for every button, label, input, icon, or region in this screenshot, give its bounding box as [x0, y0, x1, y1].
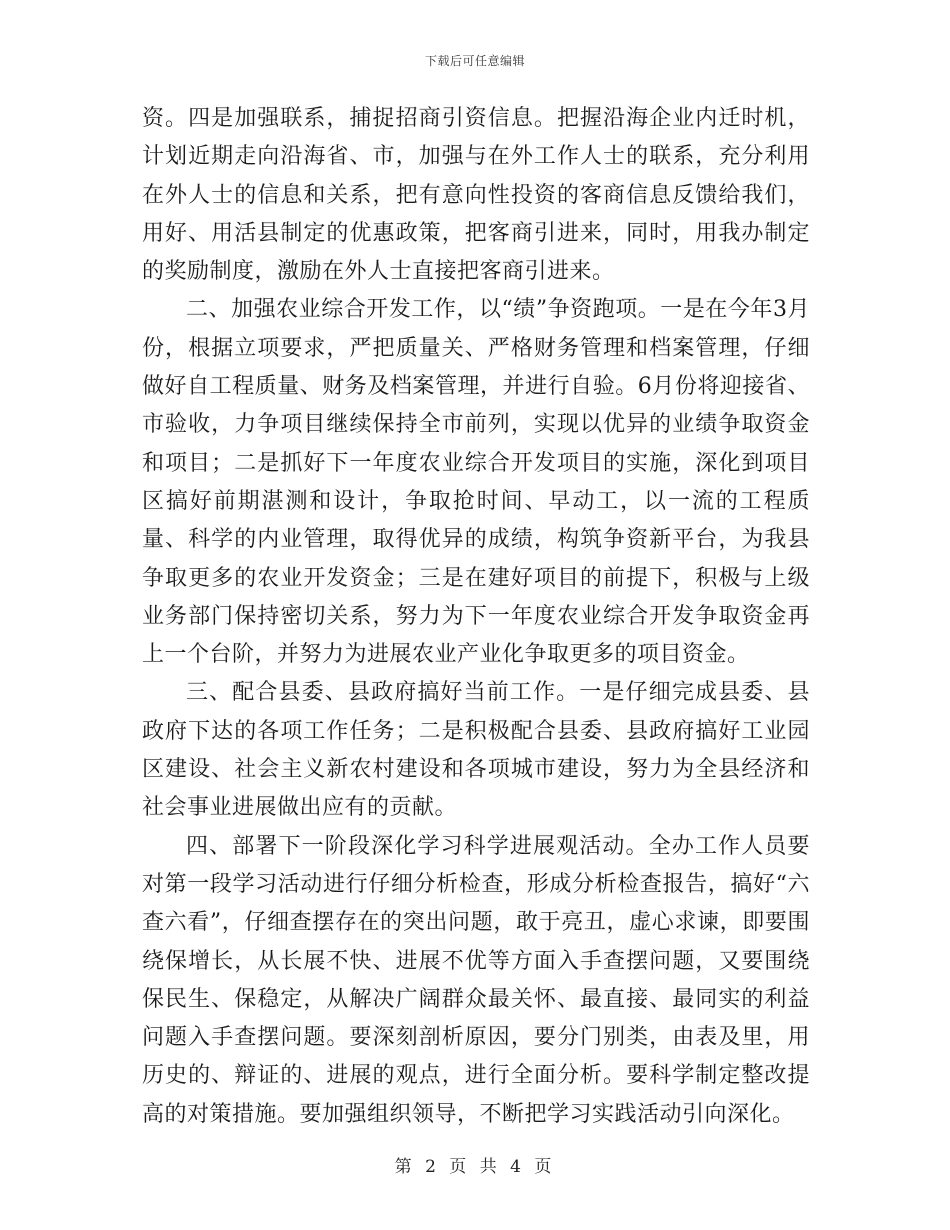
paragraph-2: 二、加强农业综合开发工作，以“绩”争资跑项。一是在今年3月份，根据立项要求，严把质量关、严格财务管理和档案管理，仔细做好自工程质量、财务及档案管理，并进行自验。6月份将迎接省、市验收，力争项目继续保持全市前列，实现以优异的业绩争取资金和项目；二是抓好下一年度农业综合开发项目的实施，深化到项目区搞好前期湛测和设计，争取抢时间、早动工，以一流的工程质量、科学的内业管理，取得优异的成绩，构筑争资新平台，为我县争取更多的农业开发资金；三是在建好项目的前提下，积极与上级业务部门保持密切关系，努力为下一年度农业综合开发争取资金再上一个台阶，并努力为进展农业产业化争取更多的项目资金。: [142, 297, 810, 668]
page-header: 下载后可任意编辑: [424, 54, 525, 68]
paragraph-4: 四、部署下一阶段深化学习科学进展观活动。全办工作人员要对第一段学习活动进行仔细分析检查，形成分析检查报告，搞好“六查六看”，仔细查摆存在的突出问题，敢于亮丑，虚心求谏，即要围绕保增长，从长展不快、进展不优等方面入手查摆问题，又要围绕保民生、保稳定，从解决广阔群众最关怀、最直接、最同实的利益问题入手查摆问题。要深刻剖析原因，要分门别类，由表及里，用历史的、辩证的、进展的观点，进行全面分析。要科学制定整改提高的对策措施。要加强组织领导，不断把学习实践活动引向深化。: [142, 833, 810, 1127]
page-footer: 第 2 页 共 4 页: [394, 1157, 556, 1177]
document-body: [142, 100, 810, 1134]
paragraph-3: 三、配合县委、县政府搞好当前工作。一是仔细完成县委、县政府下达的各项工作任务；二是积极配合县委、县政府搞好工业园区建设、社会主义新农村建设和各项城市建设，努力为全县经济和社会事业进展做出应有的贡献。: [142, 680, 810, 821]
paragraph-1: 资。四是加强联系，捕捉招商引资信息。把握沿海企业内迁时机，计划近期走向沿海省、市，加强与在外工作人士的联系，充分利用在外人士的信息和关系，把有意向性投资的客商信息反馈给我们，用好、用活县制定的优惠政策，把客商引进来，同时，用我办制定的奖励制度，激励在外人士直接把客商引进来。: [142, 106, 810, 285]
